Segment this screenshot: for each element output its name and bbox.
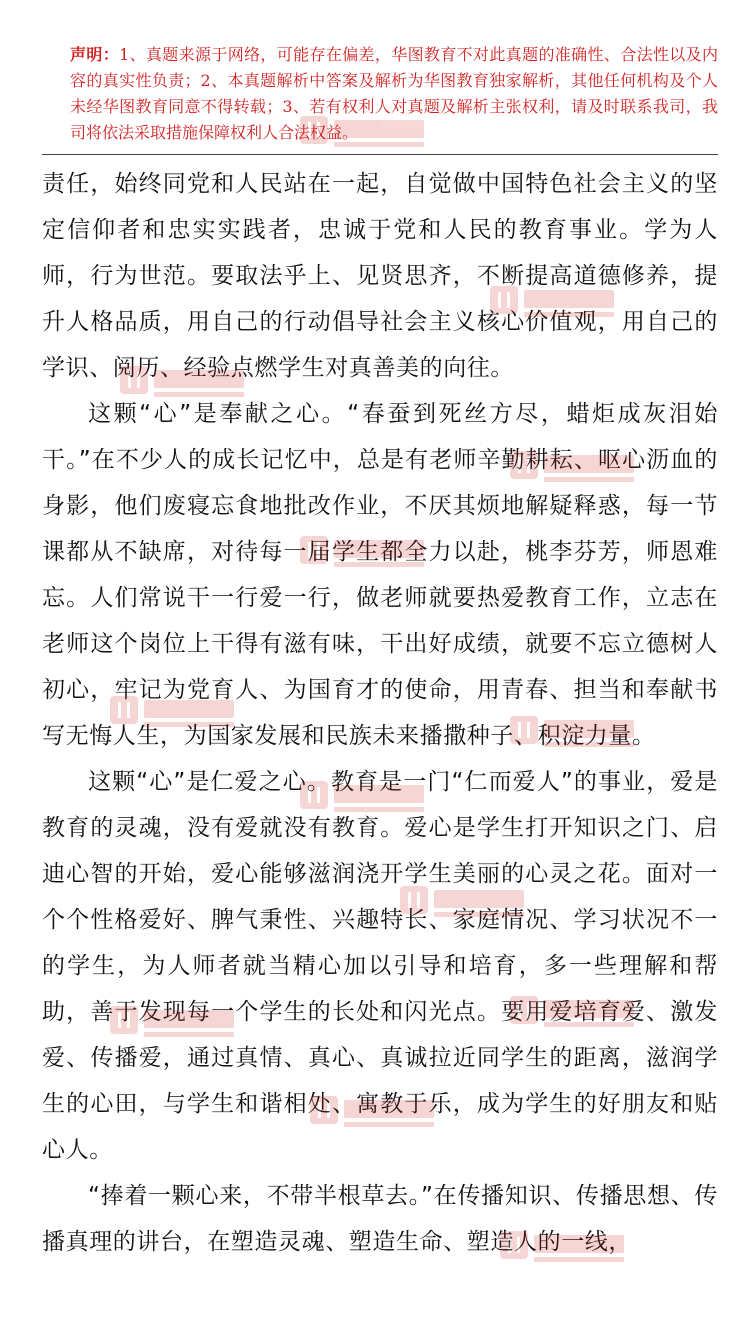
- header-divider: [42, 154, 718, 155]
- paragraph-1: 责任，始终同党和人民站在一起，自觉做中国特色社会主义的坚定信仰者和忠实实践者，忠诚于党和人民的教育事业。学为人师，行为世范。要取法乎上、见贤思齐，不断提高道德修养，提升人格品质，用自己的行动倡导社会主义核心价值观，用自己的学识、阅历、经验点燃学生对真善美的向往。: [42, 171, 718, 381]
- paragraph-4: “捧着一颗心来，不带半根草去。”在传播知识、传播思想、传播真理的讲台，在塑造灵魂、塑造生命、塑造人的一线，: [42, 1183, 718, 1255]
- disclaimer-lead: 声明：: [70, 45, 120, 64]
- disclaimer-text: 1、真题来源于网络，可能存在偏差，华图教育不对此真题的准确性、合法性以及内容的真实性负责；2、本真题解析中答案及解析为华图教育独家解析，其他任何机构及个人未经华图教育同意不得转载；3、若有权利人对真题及解析主张权利，请及时联系我司，我司将依法采取措施保障权利人合法权益。: [70, 45, 718, 142]
- paragraph-2: 这颗“心”是奉献之心。“春蚕到死丝方尽，蜡炬成灰泪始干。”在不少人的成长记忆中，总是有老师辛勤耕耘、呕心沥血的身影，他们废寝忘食地批改作业，不厌其烦地解疑释惑，每一节课都从不缺席，对待每一届学生都全力以赴，桃李芬芳，师恩难忘。人们常说干一行爱一行，做老师就要热爱教育工作，立志在老师这个岗位上干得有滋有味，干出好成绩，就要不忘立德树人初心，牢记为党育人、为国育才的使命，用青春、担当和奉献书写无悔人生，为国家发展和民族未来播撒种子、积淀力量。: [42, 401, 718, 749]
- disclaimer: [42, 0, 718, 146]
- paragraph-3: 这颗“心”是仁爱之心。教育是一门“仁而爱人”的事业，爱是教育的灵魂，没有爱就没有教育。爱心是学生打开知识之门、启迪心智的开始，爱心能够滋润浇开学生美丽的心灵之花。面对一个个性格爱好、脾气秉性、兴趣特长、家庭情况、学习状况不一的学生，为人师者就当精心加以引导和培育，多一些理解和帮助，善于发现每一个学生的长处和闪光点。要用爱培育爱、激发爱、传播爱，通过真情、真心、真诚拉近同学生的距离，滋润学生的心田，与学生和谐相处、寓教于乐，成为学生的好朋友和贴心人。: [42, 769, 718, 1163]
- article-body: [42, 161, 718, 1265]
